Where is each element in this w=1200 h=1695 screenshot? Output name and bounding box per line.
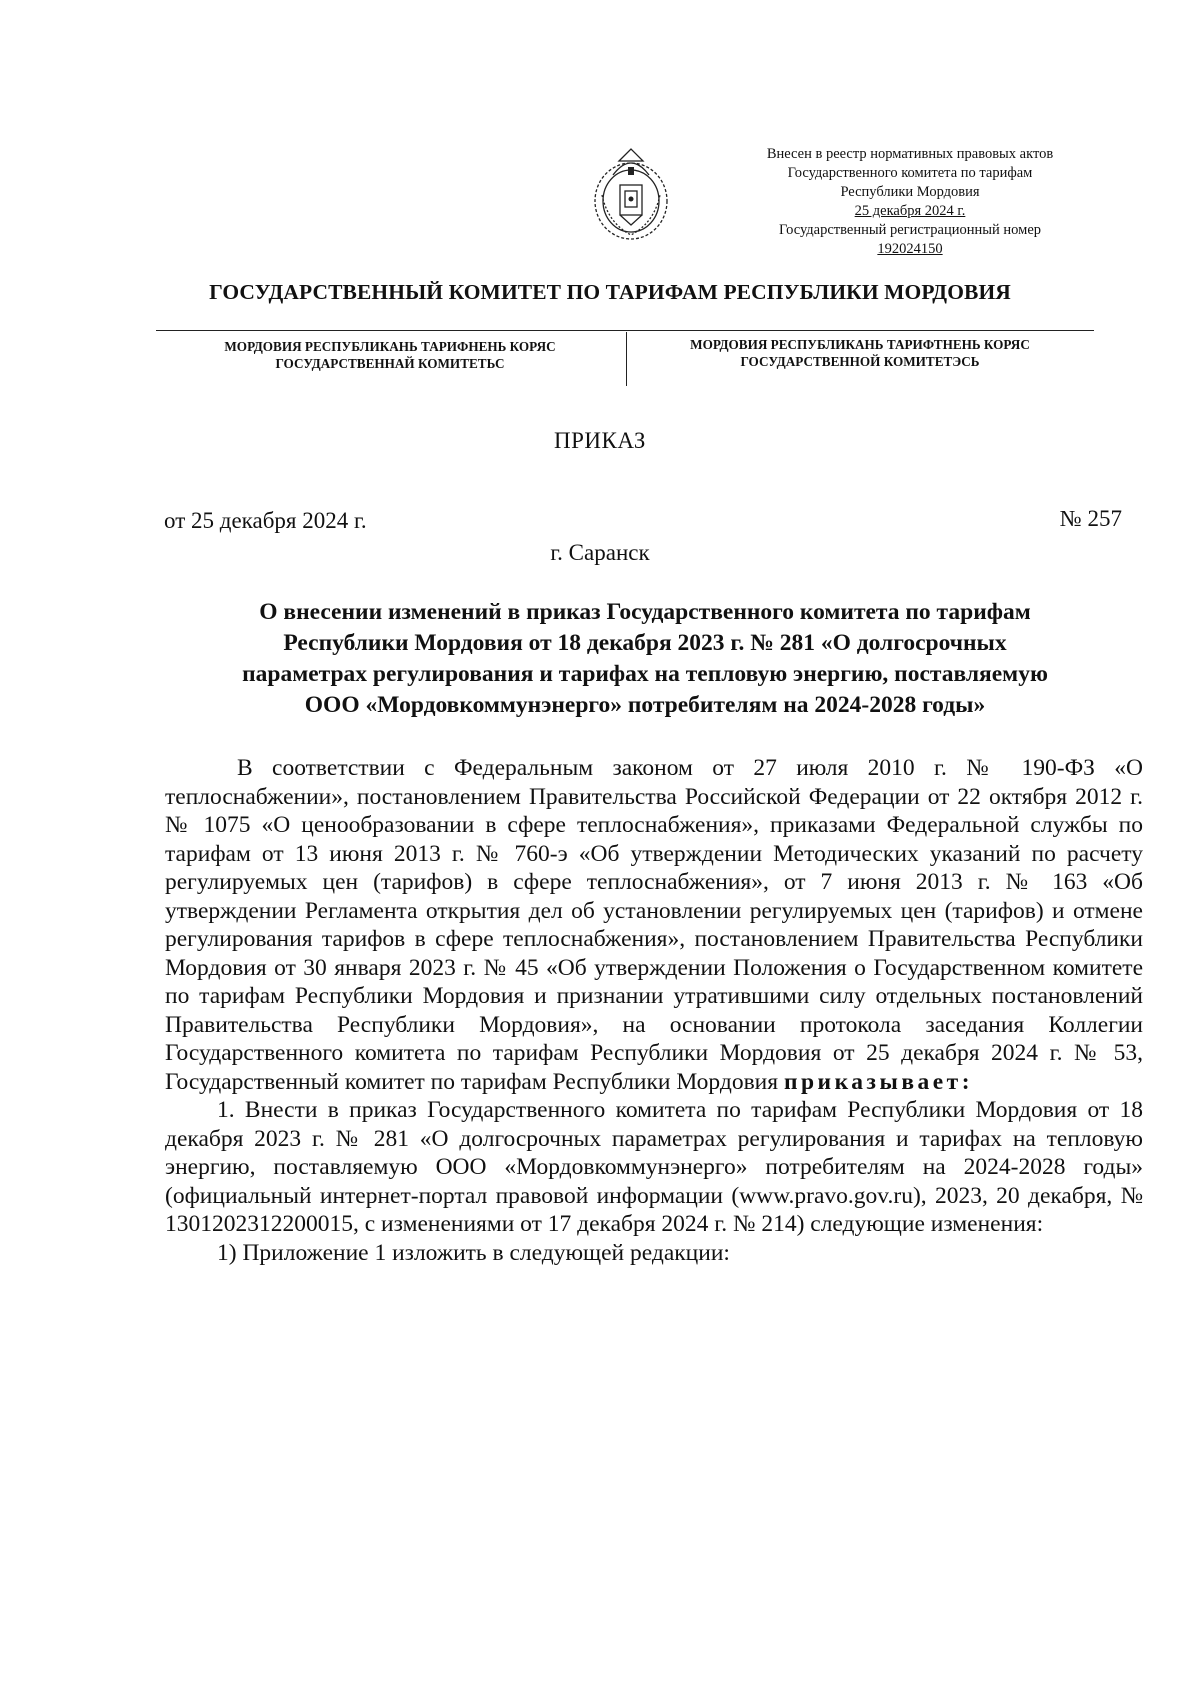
document-body: [165, 754, 1143, 1267]
operative-verb-colon: :: [961, 1068, 970, 1095]
registry-number-label: Государственный регистрационный номер: [778, 222, 1042, 238]
column-divider: [626, 332, 627, 386]
item-1-subitem-1: 1) Приложение 1 изложить в следующей редакции:: [217, 1239, 730, 1266]
operative-verb: приказывает: [783, 1068, 962, 1095]
document-number: № 257: [1059, 506, 1122, 531]
coat-of-arms-icon: [588, 145, 674, 245]
erzya-line: ГОСУДАРСТВЕННОЙ КОМИТЕТЭСЬ: [740, 354, 980, 369]
registry-line: Государственного комитета по тарифам: [787, 165, 1033, 181]
document-type: ПРИКАЗ: [554, 428, 646, 453]
registry-date: 25 декабря 2024 г.: [854, 203, 966, 219]
preamble-text: В соответствии с Федеральным законом от 27 июля 2010 г. № 190-ФЗ «О теплоснабжении», постановлением Правительства Российской Федерации от 22 октября 2012 г. № 1075 «О ценообразовании в сфере теплоснабжения», приказами Федеральной службы по тарифам от 13 июня 2013 г. № 760-э «Об утверждении Методических указаний по расчету регулируемых цен (тарифов) в сфере теплоснабжения», от 7 июня 2013 г. № 163 «Об утверждении Регламента открытия дел об установлении регулируемых цен (тарифов) и отмене регулирования тарифов в сфере теплоснабжения», постановлением Правительства Республики Мордовия от 30 января 2023 г. № 45 «Об утверждении Положения о Государственном комитете по тарифам Республики Мордовия и признании утратившими силу отдельных постановлений Правительства Республики Мордовия», на основании протокола заседания Коллегии Государственного комитета по тарифам Республики Мордовия от 25 декабря 2024 г. № 53, Государственный комитет по тарифам Республики Мордовия: [165, 755, 1143, 1095]
registry-line: Республики Мордовия: [840, 184, 980, 200]
subject-line: Республики Мордовия от 18 декабря 2023 г. № 281 «О долгосрочных: [283, 630, 1007, 656]
preamble-paragraph: [165, 754, 1143, 1096]
item-1-paragraph: 1. Внести в приказ Государственного комитета по тарифам Республики Мордовия от 18 декабря 2023 г. № 281 «О долгосрочных параметрах регулирования и тарифах на тепловую энергию, поставляемую ООО «Мордовкоммунэнерго» потребителям на 2024-2028 годы» (официальный интернет-портал правовой информации (www.pravo.gov.ru), 2023, 20 декабря, № 1301202312200015, с изменениями от 17 декабря 2024 г. № 214) следующие изменения:: [165, 1097, 1143, 1237]
erzya-line: МОРДОВИЯ РЕСПУБЛИКАНЬ ТАРИФТНЕНЬ КОРЯС: [690, 337, 1030, 352]
subject-line: ООО «Мордовкоммунэнерго» потребителям на 2024-2028 годы»: [304, 692, 986, 718]
document-city: г. Саранск: [550, 540, 650, 565]
header-divider: [156, 330, 1094, 331]
moksha-line: МОРДОВИЯ РЕСПУБЛИКАНЬ ТАРИФНЕНЬ КОРЯС: [224, 339, 556, 354]
registry-line: Внесен в реестр нормативных правовых актов: [766, 146, 1054, 162]
document-date: от 25 декабря 2024 г.: [164, 508, 367, 533]
document-subject: [150, 597, 1140, 721]
subject-line: параметрах регулирования и тарифах на тепловую энергию, поставляемую: [242, 661, 1048, 687]
committee-title: ГОСУДАРСТВЕННЫЙ КОМИТЕТ ПО ТАРИФАМ РЕСПУБЛИКИ МОРДОВИЯ: [209, 280, 1011, 304]
registry-number: 192024150: [877, 241, 943, 257]
moksha-line: ГОСУДАРСТВЕННАЙ КОМИТЕТЬС: [275, 356, 505, 371]
subject-line: О внесении изменений в приказ Государственного комитета по тарифам: [259, 599, 1031, 625]
committee-name-moksha: [180, 338, 600, 372]
registry-note: [740, 145, 1080, 259]
committee-name-erzya: [640, 336, 1080, 370]
